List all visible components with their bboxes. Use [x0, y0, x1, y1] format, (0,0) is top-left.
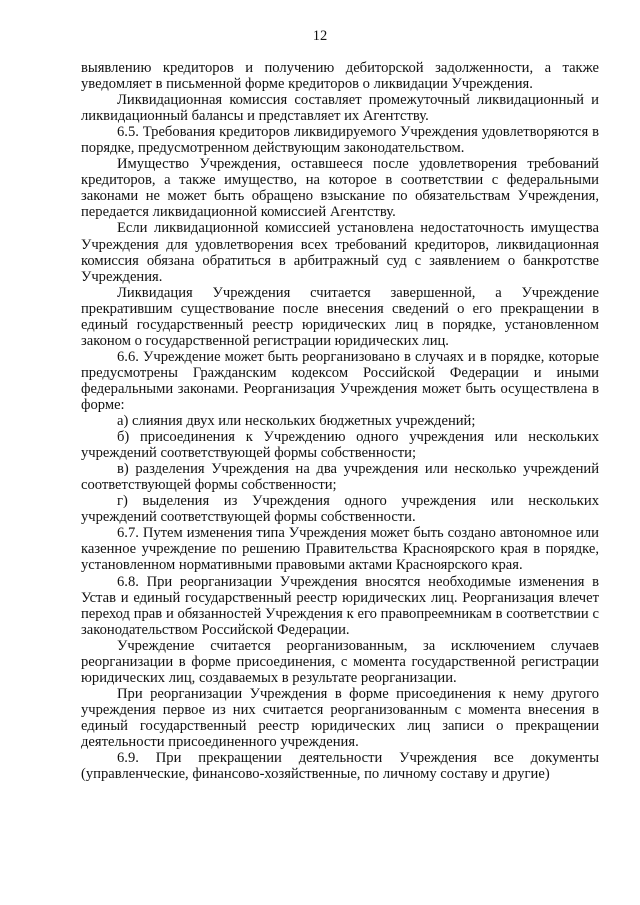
- paragraph-remaining-property: Имущество Учреждения, оставшееся после удовлетворения требований кредиторов, а также имущество, на которое в соответствии с федеральными законами не может быть обращено взыскание по обязательствам Учреждения, передается ликвидационной комиссией Агентству.: [81, 156, 599, 221]
- list-item-c: в) разделения Учреждения на два учреждения или несколько учреждений соответствующей формы собственности;: [81, 461, 599, 494]
- list-item-d: г) выделения из Учреждения одного учреждения или нескольких учреждений соответствующей формы собственности.: [81, 493, 599, 526]
- list-item-a: а) слияния двух или нескольких бюджетных учреждений;: [117, 413, 476, 430]
- paragraph-insufficiency: Если ликвидационной комиссией установлена недостаточность имущества Учреждения для удовлетворения всех требований кредиторов, ликвидационная комиссия обязана обратиться в арбитражный суд с заявлением о банкротстве Учреждения.: [81, 220, 599, 285]
- paragraph-6-6: 6.6. Учреждение может быть реорганизовано в случаях и в порядке, которые предусмотрены Гражданским кодексом Российской Федерации и иными федеральными законами. Реорганизация Учреждения может быть осуществлена в форме:: [81, 348, 599, 413]
- paragraph-6-7: 6.7. Путем изменения типа Учреждения может быть создано автономное или казенное учреждение по решению Правительства Красноярского края в порядке, установленном нормативными правовыми актами Красноярского края.: [81, 525, 599, 574]
- page-number: 12: [312, 28, 328, 44]
- paragraph-6-9: 6.9. При прекращении деятельности Учреждения все документы (управленческие, финансово-хозяйственные, по личному составу и другие): [81, 750, 599, 783]
- paragraph-liquidation-completed: Ликвидация Учреждения считается завершенной, а Учреждение прекратившим существование после внесения сведений о его прекращении в единый государственный реестр юридических лиц в порядке, установленном законом о государственной регистрации юридических лиц.: [81, 284, 599, 349]
- paragraph-6-8: 6.8. При реорганизации Учреждения вносятся необходимые изменения в Устав и единый государственный реестр юридических лиц. Реорганизация влечет переход прав и обязанностей Учреждения к его правопреемникам в соответствии с законодательством Российской Федерации.: [81, 573, 599, 638]
- paragraph-6-5: 6.5. Требования кредиторов ликвидируемого Учреждения удовлетворяются в порядке, предусмотренном действующим законодательством.: [81, 124, 599, 157]
- paragraph-reorganized-moment: Учреждение считается реорганизованным, за исключением случаев реорганизации в форме присоединения, с момента государственной регистрации юридических лиц, создаваемых в результате реорганизации.: [81, 637, 599, 686]
- paragraph-liquidation-balances: Ликвидационная комиссия составляет промежуточный ликвидационный и ликвидационный балансы и представляет их Агентству.: [81, 92, 599, 125]
- paragraph-creditors-continuation: выявлению кредиторов и получению дебиторской задолженности, а также уведомляет в письменной форме кредиторов о ликвидации Учреждения.: [81, 60, 599, 93]
- document-body: [81, 60, 599, 782]
- list-item-b: б) присоединения к Учреждению одного учреждения или нескольких учреждений соответствующей формы собственности;: [81, 429, 599, 462]
- paragraph-merger-moment: При реорганизации Учреждения в форме присоединения к нему другого учреждения первое из них считается реорганизованным с момента внесения в единый государственный реестр юридических лиц записи о прекращении деятельности присоединенного учреждения.: [81, 685, 599, 750]
